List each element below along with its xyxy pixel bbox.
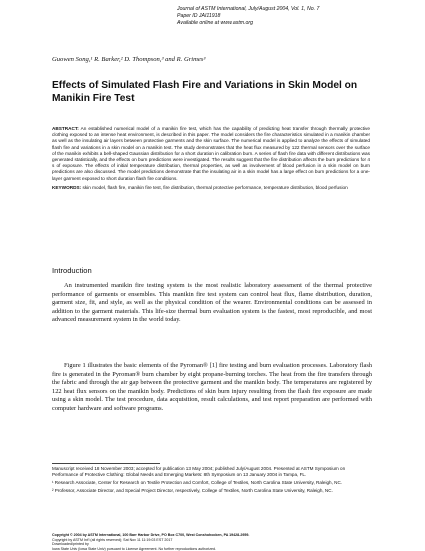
abstract-text: An established numerical model of a manikin fire test, which has the capability of predicting heat transfer through thermally protective clothing exposed to an intense heat environment, is described in this paper. The model considers the fire characteristics simulated in a manikin chamber as well as the insulating air layers between protective garments and the skin surface. The numerical model is applied to analyze the effects of simulated flash fire and variations in a skin model on a manikin test. The study demonstrates that the heat flux measured by 122 thermal sensors over the surface of the manikin exhibits a bell-shaped Gaussian distribution for a short duration in calibration burn. A series of flash fire data with different distributions was generated statistically, and the effects on burn predictions were investigated. The results suggest that the fire distribution affects the burn predictions for 4 s of exposure. The effects of initial temperature distribution, thermal properties, as well as involvement of blood perfusion in a skin model on burn predictions are also discussed. The model predictions demonstrate that the insulating air in a skin model has a large effect on burn predictions for a one-layer garment exposed to short duration flash fire conditions. [52, 126, 370, 181]
footnote: Manuscript received 18 November 2003; accepted for publication 13 May 2004; published July/August 2004. Presented at ASTM Symposium on Performance of Protective Clothing: Global Needs and Emerging Markets: 8th Symposium on 13 January 2004 in Tampa, FL. [52, 466, 346, 478]
body-paragraph: An instrumented manikin fire testing system is the most realistic laboratory assessment of the thermal protective performance of garments or ensembles. This manikin fire test system can control heat flux, flame distribution, duration, garment size, fit, and style, as well as the physical condition of the wearer. Environmental conditions can be assessed in addition to the garment materials. This life-size thermal burn evaluation system is the fastest, most reproducible, and most advanced measurement system in the world today. [52, 282, 372, 324]
paper-id: Paper ID JAI11918 [177, 13, 221, 19]
footnote: ² Professor, Associate Director, and Special Project Director, respectively, College of Textiles, North Carolina State University, Raleigh, NC. [52, 487, 333, 493]
keywords-label: KEYWORDS: [52, 184, 82, 190]
abstract [52, 126, 370, 191]
copyright-line: Copyright © 2004 by ASTM International, 100 Barr Harbor Drive, PO Box C700, West Conshohocken, PA 19428-2959. [52, 533, 250, 537]
copyright-line: Copyright by ASTM Int'l (all rights reserved); Sat Nov 11 11:19:03 EST 2017 [52, 537, 173, 542]
footnote-divider [52, 463, 160, 464]
journal-url: Available online at www.astm.org [177, 20, 254, 26]
author-list: Guowen Song,¹ R. Barker,² D. Thompson,³ and R. Grimes³ [52, 56, 206, 63]
copyright-line: Iowa State Univ (Iowa State Univ) pursuant to License Agreement. No further reproductions authorized. [52, 546, 217, 551]
paper-title: Effects of Simulated Flash Fire and Variations in Skin Model on Manikin Fire Test [52, 80, 358, 104]
body-paragraph: Figure 1 illustrates the basic elements of the Pyroman® [1] fire testing and burn evaluation processes. Laboratory flash fire is generated in the Pyroman® burn chamber by eight propane-burning torches. The heat from the fire transfers through the fabric and through the air gap between the protective garment and the manikin body. The temperatures are registered by 122 heat flux sensors on the manikin body. Predictions of skin burn injury resulting from the flash fire exposure are made using a skin model. The test procedure, data acquisition, result calculations, and test report preparation are performed with computer hardware and software programs. [52, 362, 372, 412]
keywords-text: skin model, flash fire, manikin fire test, fire distribution, thermal protective performance, temperature distribution, blood perfusion [82, 184, 348, 190]
footnotes [52, 466, 372, 495]
copyright-block [52, 533, 382, 551]
abstract-label: ABSTRACT: [52, 126, 79, 131]
keywords [52, 185, 370, 191]
journal-line: Journal of ASTM International, July/August 2004, Vol. 1, No. 7 [177, 6, 320, 12]
journal-header [177, 6, 377, 27]
copyright-line: Downloaded/printed by [52, 542, 89, 547]
section-heading: Introduction [52, 266, 92, 275]
footnote: ¹ Research Associate, Center for Research on Textile Protection and Comfort, College of Textiles, North Carolina State University, Raleigh, NC. [52, 479, 343, 485]
